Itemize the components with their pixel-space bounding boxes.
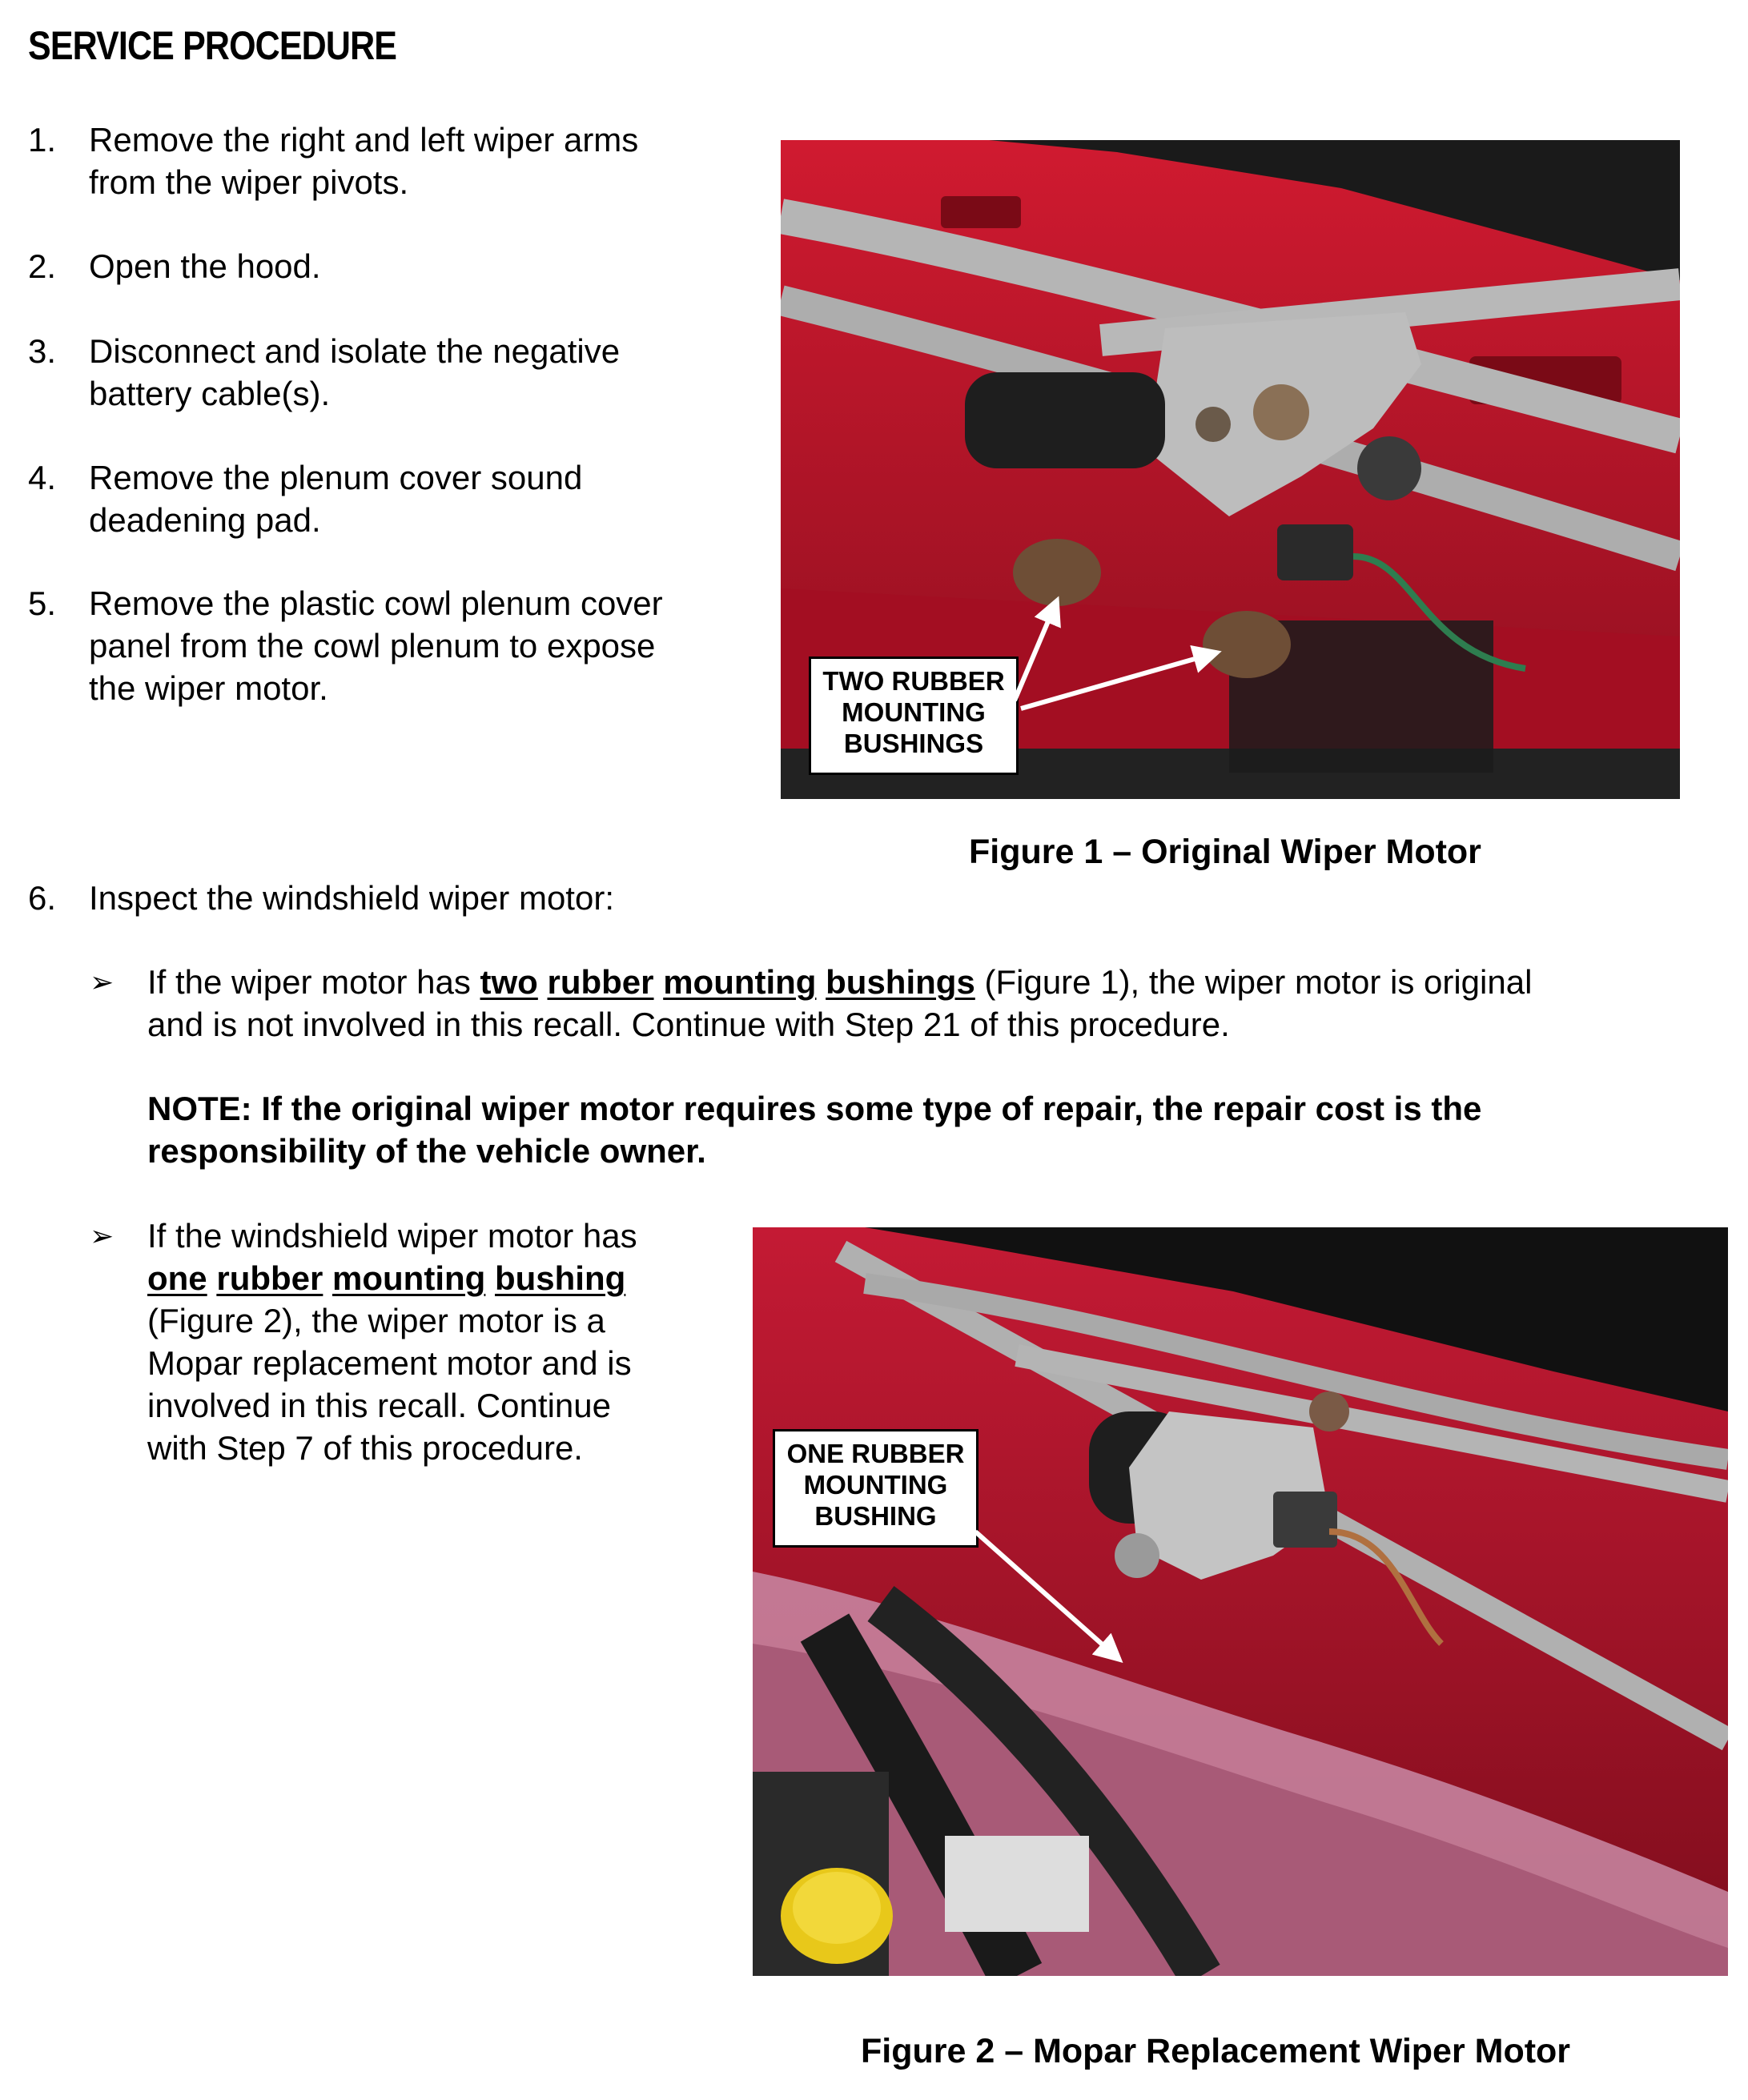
step-2 <box>28 245 733 293</box>
step-number: 2. <box>28 247 57 285</box>
figure-2-caption: Figure 2 – Mopar Replacement Wiper Motor <box>861 2032 1571 2070</box>
bullet-text: If the windshield wiper motor has one rubber mounting bushing (Figure 2), the wiper motor is a Mopar replacement motor and is involved in this recall. Continue with Step 7 of this procedure. <box>147 1217 637 1467</box>
repair-cost-note: NOTE: If the original wiper motor requires some type of repair, the repair cost is the responsibility of the vehicle owner. <box>147 1090 1482 1170</box>
figure-2-arrows <box>753 1227 1728 1976</box>
bullet-original-motor <box>90 961 1715 1049</box>
arrow-to-bushing-1 <box>1015 600 1057 701</box>
step-number: 3. <box>28 332 57 370</box>
step-1 <box>28 118 733 207</box>
step-number: 1. <box>28 121 57 159</box>
step-text: Remove the plastic cowl plenum cover panel from the cowl plenum to expose the wiper motor. <box>89 584 663 707</box>
step-3 <box>28 330 733 418</box>
step-number: 5. <box>28 584 57 622</box>
figure-2-callout-label: ONE RUBBER MOUNTING BUSHING <box>773 1429 978 1548</box>
figure-1-caption: Figure 1 – Original Wiper Motor <box>969 833 1481 871</box>
step-6 <box>28 877 749 925</box>
bullet-replacement-motor <box>90 1215 746 1479</box>
section-heading: SERVICE PROCEDURE <box>28 23 397 68</box>
step-text: Inspect the windshield wiper motor: <box>89 879 614 917</box>
arrow-to-bushing-2 <box>1021 652 1217 709</box>
step-text: Remove the plenum cover sound deadening pad. <box>89 459 583 539</box>
arrow-to-bushing <box>975 1532 1119 1660</box>
step-text: Remove the right and left wiper arms from the wiper pivots. <box>89 121 639 201</box>
step-text: Disconnect and isolate the negative battery cable(s). <box>89 332 621 412</box>
arrow-bullet-icon: ➢ <box>90 1219 115 1252</box>
step-number: 4. <box>28 459 57 496</box>
step-text: Open the hood. <box>89 247 321 285</box>
step-number: 6. <box>28 879 57 917</box>
step-5 <box>28 582 749 714</box>
figure-1-callout-label: TWO RUBBER MOUNTING BUSHINGS <box>809 657 1019 775</box>
bullet-text: If the wiper motor has two rubber mounting bushings (Figure 1), the wiper motor is original and is not involved in this recall. Continue with Step 21 of this procedure. <box>147 963 1533 1043</box>
step-4 <box>28 456 733 544</box>
arrow-bullet-icon: ➢ <box>90 966 115 998</box>
figure-1-arrows <box>781 140 1680 799</box>
